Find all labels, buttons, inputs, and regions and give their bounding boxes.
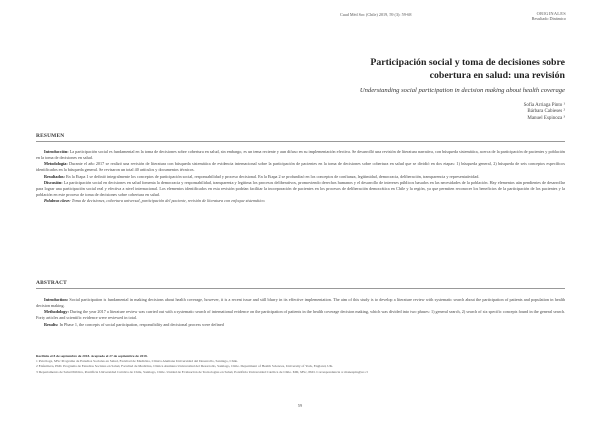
article-title-line-1: Participación social y toma de decisiones sobre [370, 57, 565, 68]
keywords-text: Toma de decisiones, cobertura universal, participación del paciente, revisión de literatura con enfoque sistemático. [71, 198, 266, 204]
footnote-1: 1 Psicóloga, MSc Programa de Estudios Sociales en Salud, Facultad de Medicina, Clínica Alemana Universidad del Desarrollo, Santiago, Chile. [36, 359, 238, 364]
footnote-3: 3 Departamento de Salud Pública, Pontificia Universidad Católica de Chile, Santiago, Chile. Unidad de Evaluación de Tecnologías en Salud, Pontificia Universidad Católica de Chile. MD, MSc, PhD. Correspondencia a: manespin@uc.cl [36, 369, 368, 374]
resumen-body [36, 149, 565, 205]
abstract-divider [36, 288, 565, 289]
article-title [265, 57, 565, 82]
resumen-heading: RESUMEN [36, 133, 65, 139]
introduccion-label: Introducción: [44, 149, 69, 154]
abstract-methodology [36, 309, 565, 321]
discusion-text: La participación social en decisiones en salud fomenta la democracia y responsabilidad, transparenta y legitima los procesos deliberativos, promoviendo derechos humanos y el desarrollo de intereses públicos basados en las necesidades de la población. Hay elementos aún pendientes de desarrollar para lograr una participación social real y efectiva a nivel internacional. Los elementos identificados en esta revisión podrían facilitar la incorporación de pacientes en los procesos de deliberación democrática en Chile y la región, ya que permiten reconocer los beneficios de la participación de los pacientes y la población en este proceso de toma de decisiones sobre cobertura en salud. [36, 180, 566, 197]
methodology-label: Methodology: [44, 309, 69, 315]
resumen-keywords [36, 198, 565, 204]
page-number: 59 [297, 403, 303, 408]
resultados-label: Resultados: [44, 173, 65, 179]
methodology-text: During the year 2017 a literature review was carried out with a systematic search of international evidence on the participation of patients in the health coverage decision making, which was divided into two phases: 1) general search, 2) search of six specific concepts found in the general search. Forty articles and scientific evidence were reviewed in total. [36, 309, 566, 321]
abstract-results [36, 322, 565, 328]
abstract-body [36, 297, 565, 328]
introduccion-text: La participación social es fundamental en la toma de decisiones sobre cobertura en salud, sin embargo, es un tema reciente y aun difuso en su implementación efectiva. Se desarrolló una revisión de literatura narrativa, con búsqueda sistemática, acerca de la participación de pacientes y población en la toma de decisiones en salud. [36, 149, 566, 160]
abstract-introduction [36, 297, 565, 309]
metodologia-text: Durante el año 2017 se realizó una revisión de literatura con búsqueda sistemática de evidencia internacional sobre la participación de pacientes en la toma de decisiones sobre cobertura en salud que se dividió en dos etapas: 1) búsqueda general, 2) búsqueda de seis conceptos específicos identificados en la búsqueda general. Se revisaron un total 40 artículos y documentos técnicos. [36, 161, 565, 173]
author-list [524, 103, 565, 122]
resumen-introduccion [36, 149, 565, 161]
section-tag-label: ORIGINALES [536, 11, 566, 16]
discusion-label: Discusión: [44, 180, 63, 185]
resumen-discusion [36, 180, 565, 198]
keywords-label: Palabras clave: [44, 198, 71, 204]
author-2: Bárbara Cabieses ² [527, 109, 565, 115]
resumen-resultados [36, 174, 565, 180]
introduction-label: Introduction: [44, 297, 69, 302]
section-tag [532, 11, 566, 21]
results-label: Results: [44, 321, 59, 327]
author-3: Manuel Espinoza ³ [527, 115, 565, 121]
footnotes [36, 354, 565, 375]
footnote-2: 2 Enfermera, PhD. Programa de Estudios Sociales en Salud, Facultad de Medicina, Clínica Alemana Universidad del Desarrollo, Santiago, Chile. Department of Health Sciences, University of York, England, UK. [36, 364, 334, 369]
metodologia-label: Metodología: [44, 161, 68, 167]
journal-citation: Cuad Méd Soc (Chile) 2019, 59 (3): 59-68 [340, 12, 412, 17]
author-1: Sofía Arriaga Pinto ¹ [523, 103, 565, 108]
section-subtag-label: Resultado Dinámico [531, 16, 566, 21]
received-date-note: Recibido el 8 de septiembre de 2018. Aceptado el 27 de septiembre de 2018. [36, 354, 148, 358]
introduction-text: Social participation is fundamental in making decisions about health coverage, however, it is a recent issue and still blurry in its effective implementation. The aim of this study is to develop a literature review with systematic search about the participation of patients and population in health decision making. [36, 297, 566, 308]
resultados-text: En la Etapa 1 se definió integralmente los conceptos de participación social, responsabilidad y proceso decisional. En la Etapa 2 se profundizó en los conceptos de confianza, legitimidad, democracia, deliberación, transparencia y representatividad. [66, 173, 480, 179]
resumen-metodologia [36, 161, 565, 173]
abstract-heading: ABSTRACT [36, 280, 67, 286]
results-text: In Phase 1, the concepts of social participation, responsibility and decisional process were defined [59, 321, 224, 327]
article-subtitle: Understanding social participation in decision making about health coverage [359, 87, 565, 94]
article-title-line-2: cobertura en salud: una revisión [429, 69, 565, 81]
resumen-divider [36, 141, 565, 142]
